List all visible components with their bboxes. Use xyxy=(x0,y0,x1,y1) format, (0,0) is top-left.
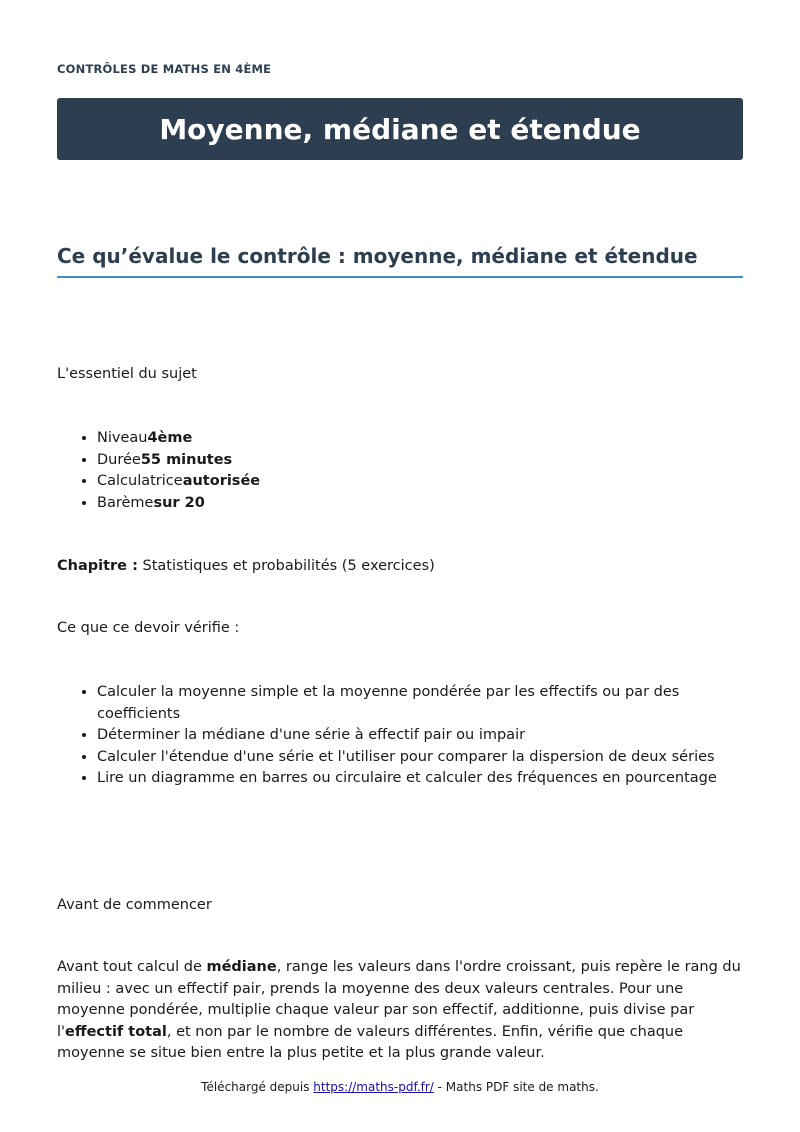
essentiel-heading: L'essentiel du sujet xyxy=(57,366,197,382)
list-item xyxy=(97,428,743,450)
list-item: • Lire un diagramme en barres ou circulaire et calculer des fréquences en pourcentage xyxy=(97,768,743,790)
item-value: 4ème xyxy=(147,430,193,446)
footer-link[interactable]: https://maths-pdf.fr/ xyxy=(313,1080,434,1094)
list-item xyxy=(97,450,743,472)
chapitre-line xyxy=(57,556,435,578)
item-label: Niveau xyxy=(97,430,148,446)
eyebrow-label: CONTRÔLES DE MATHS EN 4ÈME xyxy=(57,62,272,76)
item-label: Barème xyxy=(97,494,154,511)
paragraph-text: , et non par le nombre de valeurs différentes. Enfin, vérifie que chaque moyenne se situe bien entre la plus petite et la plus grande valeur. xyxy=(57,1023,684,1061)
avant-heading: Avant de commencer xyxy=(57,897,212,913)
list-item xyxy=(97,471,743,493)
paragraph-text: , range les valeurs dans l'ordre croissant, puis repère le rang du milieu : avec un effectif pair, prends la moyenne des deux valeurs centrales. Pour une moyenne pondérée, multiplie chaque valeur par son effectif, additionne, puis divise par l' xyxy=(57,959,741,1040)
footer xyxy=(0,1080,800,1094)
avant-paragraph xyxy=(57,957,743,1065)
verifie-list xyxy=(57,682,743,790)
item-label: Calculatrice xyxy=(97,473,183,489)
paragraph-text: Avant tout calcul de xyxy=(57,959,207,975)
item-value: sur 20 xyxy=(153,494,205,511)
paragraph-bold: médiane xyxy=(206,959,277,975)
essentiel-list xyxy=(57,428,743,514)
footer-prefix: Téléchargé depuis xyxy=(201,1080,314,1094)
list-item xyxy=(97,493,743,515)
page-title: Moyenne, médiane et étendue xyxy=(159,112,641,146)
list-item: • Calculer l'étendue d'une série et l'utiliser pour comparer la dispersion de deux séries xyxy=(97,747,743,769)
chapitre-label: Chapitre : xyxy=(57,558,138,574)
paragraph-bold: effectif total xyxy=(65,1023,167,1040)
list-item: • Déterminer la médiane d'une série à effectif pair ou impair xyxy=(97,725,743,747)
footer-suffix: - Maths PDF site de maths. xyxy=(433,1080,599,1094)
verifie-heading: Ce que ce devoir vérifie : xyxy=(57,620,240,636)
list-item: • Calculer la moyenne simple et la moyenne pondérée par les effectifs ou par des coefficients xyxy=(97,682,743,725)
title-banner xyxy=(57,98,743,160)
item-value: 55 minutes xyxy=(140,451,233,468)
item-value: autorisée xyxy=(182,473,261,489)
chapitre-value: Statistiques et probabilités (5 exercices) xyxy=(137,558,435,574)
item-label: Durée xyxy=(97,451,141,468)
section-title: Ce qu’évalue le contrôle : moyenne, médiane et étendue xyxy=(57,244,743,278)
